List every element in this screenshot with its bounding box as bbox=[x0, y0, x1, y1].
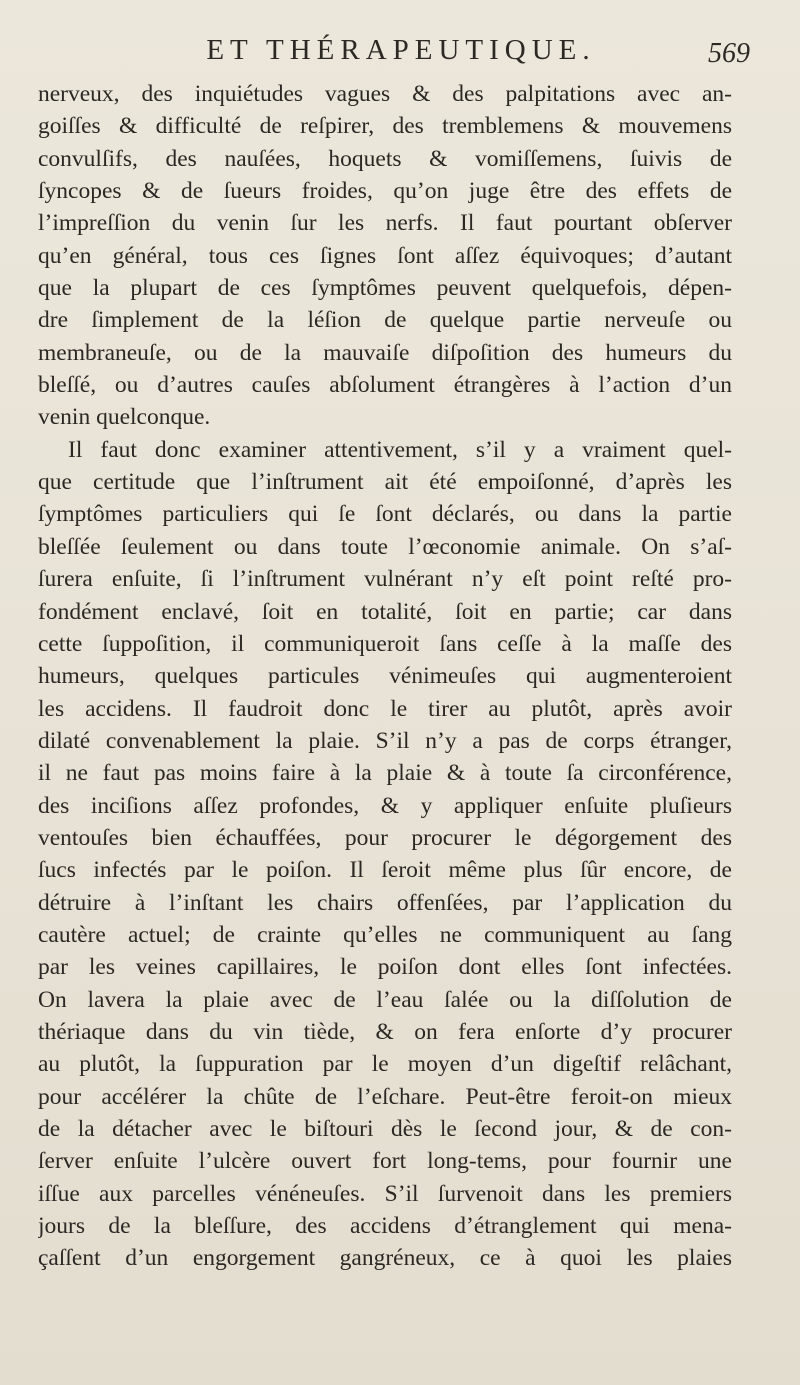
text-line: bleſſé, ou d’autres cauſes abſolument étrangères à l’action d’un bbox=[38, 372, 732, 399]
text-line: fondément enclavé, ſoit en totalité, ſoit en partie; car dans bbox=[38, 598, 732, 625]
text-line: des inciſions aſſez profondes, & y appliquer enſuite pluſieurs bbox=[38, 792, 732, 819]
body-text bbox=[38, 78, 732, 1275]
text-line: par les veines capillaires, le poiſon dont elles ſont infectées. bbox=[38, 954, 732, 981]
text-line: les accidens. Il faudroit donc le tirer au plutôt, après avoir bbox=[38, 695, 732, 722]
text-line: détruire à l’inſtant les chairs offenſées, par l’application du bbox=[38, 889, 732, 916]
text-line: ventouſes bien échauffées, pour procurer le dégorgement des bbox=[38, 824, 732, 851]
text-line: nerveux, des inquiétudes vagues & des palpitations avec an- bbox=[38, 81, 732, 107]
text-line: convulſifs, des nauſées, hoquets & vomiſſemens, ſuivis de bbox=[38, 145, 732, 172]
text-line: ſerver enſuite l’ulcère ouvert fort long-tems, pour fournir une bbox=[38, 1148, 732, 1175]
text-line: au plutôt, la ſuppuration par le moyen d’un digeſtif relâchant, bbox=[38, 1051, 732, 1078]
running-head bbox=[40, 28, 762, 72]
text-line: iſſue aux parcelles vénéneuſes. S’il ſurvenoit dans les premiers bbox=[38, 1180, 732, 1207]
text-line: que certitude que l’inſtrument ait été empoiſonné, d’après les bbox=[38, 469, 732, 496]
text-line: que la plupart de ces ſymptômes peuvent quelquefois, dépen- bbox=[38, 275, 732, 302]
text-line: de la détacher avec le biſtouri dès le ſecond jour, & de con- bbox=[38, 1116, 732, 1142]
text-line: On lavera la plaie avec de l’eau ſalée ou la diſſolution de bbox=[38, 986, 732, 1013]
text-line: dre ſimplement de la léſion de quelque partie nerveuſe ou bbox=[38, 307, 732, 334]
text-line: ſurera enſuite, ſi l’inſtrument vulnérant n’y eſt point reſté pro- bbox=[38, 566, 732, 593]
page-number: 569 bbox=[708, 38, 750, 69]
text-line: humeurs, quelques particules vénimeuſes qui augmenteroient bbox=[38, 663, 732, 690]
text-line: venin quelconque. bbox=[38, 404, 211, 431]
text-line: dilaté convenablement la plaie. S’il n’y a pas de corps étranger, bbox=[38, 727, 732, 754]
text-line: goiſſes & difficulté de reſpirer, des tremblemens & mouvemens bbox=[38, 113, 732, 140]
text-line: ſyncopes & de ſueurs froides, qu’on juge être des effets de bbox=[38, 178, 732, 205]
text-line: l’impreſſion du venin ſur les nerfs. Il faut pourtant obſerver bbox=[38, 210, 732, 237]
text-line: bleſſée ſeulement ou dans toute l’œconomie animale. On s’aſ- bbox=[38, 533, 732, 560]
text-line: thériaque dans du vin tiède, & on fera enſorte d’y procurer bbox=[38, 1018, 732, 1045]
text-line: pour accélérer la chûte de l’eſchare. Peut-être feroit-on mieux bbox=[38, 1083, 732, 1110]
text-line: membraneuſe, ou de la mauvaiſe diſpoſition des humeurs du bbox=[38, 339, 732, 366]
text-line: jours de la bleſſure, des accidens d’étranglement qui mena- bbox=[38, 1213, 732, 1240]
text-line: qu’en général, tous ces ſignes ſont aſſez équivoques; d’autant bbox=[38, 242, 732, 269]
paragraph-2 bbox=[38, 434, 732, 1275]
text-line: il ne faut pas moins faire à la plaie & à toute ſa circonférence, bbox=[38, 760, 732, 787]
text-line: çaſſent d’un engorgement gangréneux, ce à quoi les plaies bbox=[38, 1245, 732, 1272]
text-line: cautère actuel; de crainte qu’elles ne communiquent au ſang bbox=[38, 921, 732, 948]
running-head-title: ET THÉRAPEUTIQUE. bbox=[206, 34, 596, 66]
text-line: ſucs infectés par le poiſon. Il ſeroit même plus ſûr encore, de bbox=[38, 857, 732, 884]
text-line: cette ſuppoſition, il communiqueroit ſans ceſſe à la maſſe des bbox=[38, 630, 732, 657]
text-line: ſymptômes particuliers qui ſe ſont déclarés, ou dans la partie bbox=[38, 501, 732, 528]
paragraph-1 bbox=[38, 78, 732, 434]
text-line: Il faut donc examiner attentivement, s’il y a vraiment quel- bbox=[68, 436, 732, 463]
